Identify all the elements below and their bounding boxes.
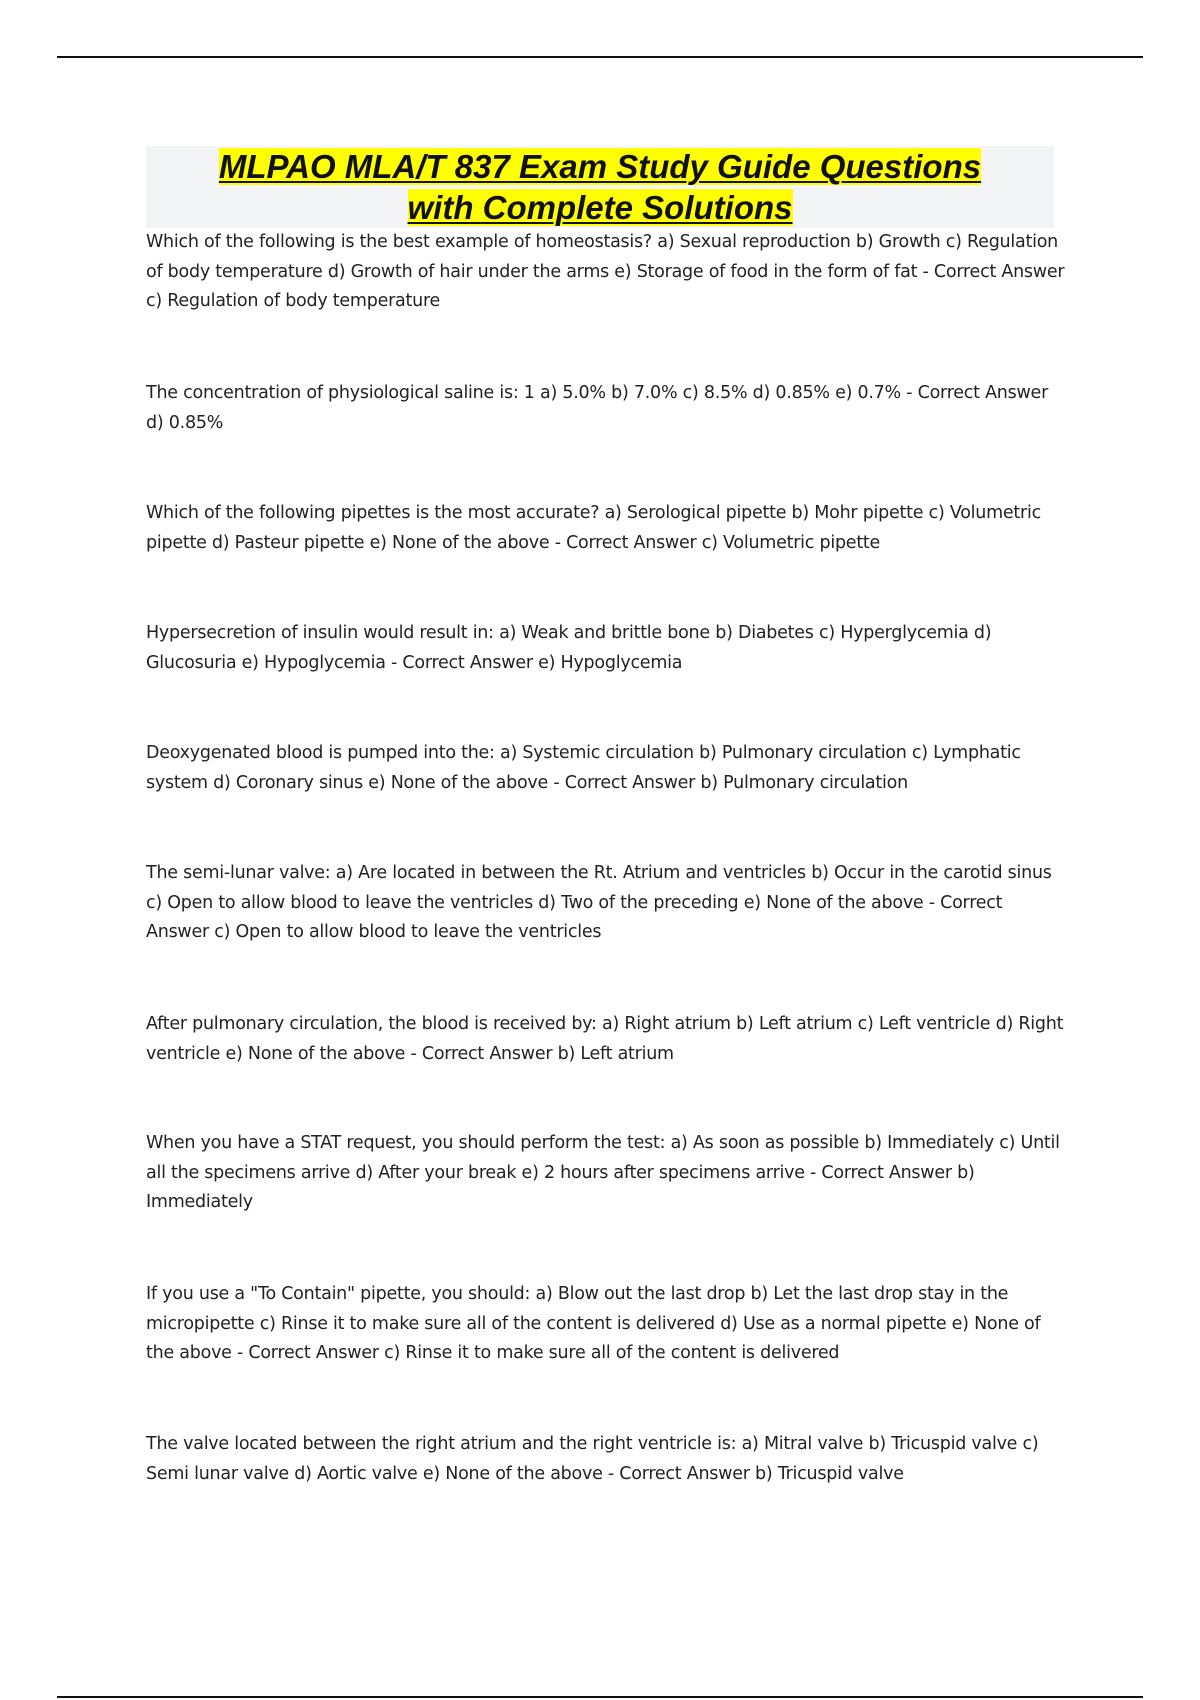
bottom-rule (57, 1696, 1143, 1698)
question-3: Which of the following pipettes is the most accurate? a) Serological pipette b) Mohr pipette c) Volumetric pipette d) Pasteur pipette e) None of the above - Correct Answer c) Volumetric pipette (146, 503, 1041, 553)
question-10: The valve located between the right atrium and the right ventricle is: a) Mitral valve b) Tricuspid valve c) Semi lunar valve d) Aortic valve e) None of the above - Correct Answer b) Tricuspid valve (146, 1434, 1039, 1484)
question-4: Hypersecretion of insulin would result in: a) Weak and brittle bone b) Diabetes c) Hyperglycemia d) Glucosuria e) Hypoglycemia - Correct Answer e) Hypoglycemia (146, 623, 992, 673)
top-rule (57, 56, 1143, 58)
question-5: Deoxygenated blood is pumped into the: a) Systemic circulation b) Pulmonary circulation c) Lymphatic system d) Coronary sinus e) None of the above - Correct Answer b) Pulmonary circulation (146, 743, 1021, 793)
title-block (146, 146, 1054, 228)
question-8: When you have a STAT request, you should perform the test: a) As soon as possible b) Immediately c) Until all the specimens arrive d) After your break e) 2 hours after specimens arrive - Correct Answer b) Immediately (146, 1133, 1060, 1212)
question-1: Which of the following is the best example of homeostasis? a) Sexual reproduction b) Growth c) Regulation of body temperature d) Growth of hair under the arms e) Storage of food in the form of fat - Correct Answer c) Regulation of body temperature (146, 232, 1065, 311)
question-7: After pulmonary circulation, the blood is received by: a) Right atrium b) Left atrium c) Left ventricle d) Right ventricle e) None of the above - Correct Answer b) Left atrium (146, 1014, 1064, 1064)
question-6: The semi-lunar valve: a) Are located in between the Rt. Atrium and ventricles b) Occur in the carotid sinus c) Open to allow blood to leave the ventricles d) Two of the preceding e) None of the above - Correct Answer c) Open to allow blood to leave the ventricles (146, 863, 1052, 942)
title-line-2: with Complete Solutions (407, 189, 793, 226)
title-line-1: MLPAO MLA/T 837 Exam Study Guide Questions (218, 148, 982, 185)
question-9: If you use a "To Contain" pipette, you should: a) Blow out the last drop b) Let the last drop stay in the micropipette c) Rinse it to make sure all of the content is delivered d) Use as a normal pipette e) None of the above - Correct Answer c) Rinse it to make sure all of the content is delivered (146, 1284, 1041, 1363)
question-2: The concentration of physiological saline is: 1 a) 5.0% b) 7.0% c) 8.5% d) 0.85% e) 0.7% - Correct Answer d) 0.85% (146, 383, 1049, 433)
document-title (146, 146, 1054, 228)
